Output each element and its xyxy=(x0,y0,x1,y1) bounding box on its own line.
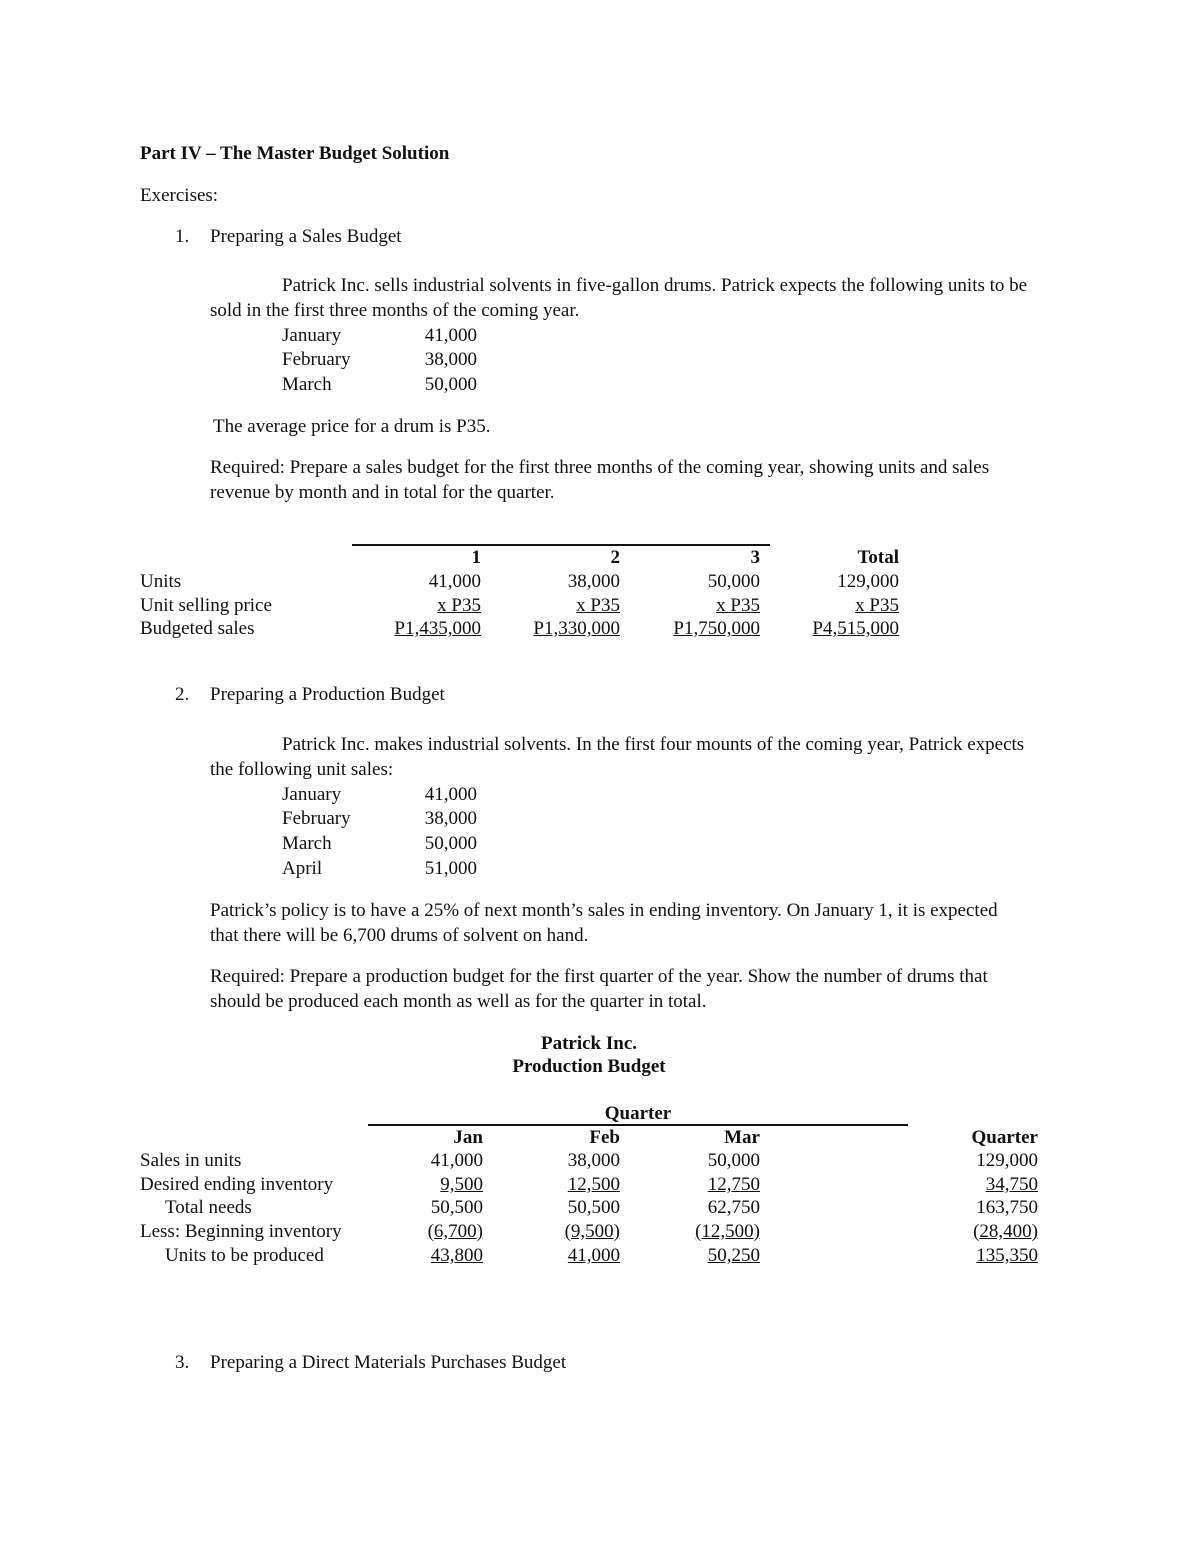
ex1-paragraph-line1: Patrick Inc. sells industrial solvents in five-gallon drums. Patrick expects the following units to be xyxy=(282,275,1028,296)
ex2-month-units: 38,000 xyxy=(424,808,477,829)
ex2-month-units: 51,000 xyxy=(424,858,477,879)
ex1-required-line1: Required: Prepare a sales budget for the first three months of the coming year, showing units and sales xyxy=(210,457,990,478)
production-cell: 12,500 xyxy=(567,1174,620,1195)
ex1-month-name: January xyxy=(282,325,342,346)
ex1-heading: Preparing a Sales Budget xyxy=(210,226,402,247)
ex2-required-line1: Required: Prepare a production budget for the first quarter of the year. Show the number of drums that xyxy=(210,966,988,987)
production-cell: 50,500 xyxy=(430,1197,483,1218)
exercises-label: Exercises: xyxy=(140,185,219,206)
production-cell: (28,400) xyxy=(973,1221,1038,1242)
production-cell: 62,750 xyxy=(707,1197,760,1218)
ex2-month-units: 50,000 xyxy=(424,833,477,854)
ex1-month-units: 38,000 xyxy=(424,349,477,370)
production-cell: 135,350 xyxy=(976,1245,1038,1266)
production-col-header: Feb xyxy=(589,1127,620,1148)
production-cell: (6,700) xyxy=(427,1221,483,1242)
production-row-label: Units to be produced xyxy=(165,1245,324,1266)
production-row-label: Less: Beginning inventory xyxy=(140,1221,342,1242)
ex2-policy-line1: Patrick’s policy is to have a 25% of next month’s sales in ending inventory. On January 1, it is expected xyxy=(210,900,998,921)
sales-col-header: 3 xyxy=(750,547,760,568)
production-row-label: Desired ending inventory xyxy=(140,1174,334,1195)
ex2-month-name: April xyxy=(282,858,323,879)
sales-col-header: Total xyxy=(857,547,899,568)
production-col-header: Jan xyxy=(453,1127,483,1148)
production-cell: 41,000 xyxy=(567,1245,620,1266)
production-cell: 50,500 xyxy=(567,1197,620,1218)
company-name: Patrick Inc. xyxy=(540,1033,638,1054)
production-row-label: Sales in units xyxy=(140,1150,242,1171)
sales-cell: x P35 xyxy=(716,595,760,616)
production-col-header: Mar xyxy=(724,1127,760,1148)
ex2-required-line2: should be produced each month as well as for the quarter in total. xyxy=(210,991,707,1012)
sales-col-header: 2 xyxy=(610,547,620,568)
production-cell: (12,500) xyxy=(695,1221,760,1242)
sales-cell: P4,515,000 xyxy=(812,618,899,639)
ex1-paragraph-line2: sold in the first three months of the coming year. xyxy=(210,300,580,321)
ex1-month-units: 50,000 xyxy=(424,374,477,395)
ex3-number: 3. xyxy=(175,1352,190,1373)
sales-cell: 129,000 xyxy=(837,571,899,592)
ex1-month-name: February xyxy=(282,349,351,370)
sales-cell: 41,000 xyxy=(428,571,481,592)
production-cell: 9,500 xyxy=(440,1174,483,1195)
production-row-label: Total needs xyxy=(165,1197,252,1218)
sales-row-label: Unit selling price xyxy=(140,595,272,616)
sales-cell: P1,330,000 xyxy=(533,618,620,639)
ex1-month-units: 41,000 xyxy=(424,325,477,346)
ex1-number: 1. xyxy=(175,226,190,247)
production-cell: (9,500) xyxy=(564,1221,620,1242)
ex1-price-note: The average price for a drum is P35. xyxy=(213,416,491,437)
sales-cell: P1,750,000 xyxy=(673,618,760,639)
ex1-required-line2: revenue by month and in total for the quarter. xyxy=(210,482,555,503)
production-cell: 43,800 xyxy=(430,1245,483,1266)
production-cell: 163,750 xyxy=(976,1197,1038,1218)
ex2-month-units: 41,000 xyxy=(424,784,477,805)
sales-cell: 50,000 xyxy=(707,571,760,592)
sales-row-label: Units xyxy=(140,571,182,592)
production-cell: 12,750 xyxy=(707,1174,760,1195)
production-cell: 38,000 xyxy=(567,1150,620,1171)
ex2-number: 2. xyxy=(175,684,190,705)
ex2-heading: Preparing a Production Budget xyxy=(210,684,445,705)
sales-row-label: Budgeted sales xyxy=(140,618,255,639)
ex2-month-name: January xyxy=(282,784,342,805)
quarter-group-header: Quarter xyxy=(604,1103,672,1124)
production-cell: 34,750 xyxy=(985,1174,1038,1195)
sales-cell: 38,000 xyxy=(567,571,620,592)
sales-cell: x P35 xyxy=(855,595,899,616)
production-cell: 50,000 xyxy=(707,1150,760,1171)
sales-cell: x P35 xyxy=(437,595,481,616)
page-title: Part IV – The Master Budget Solution xyxy=(140,143,450,164)
ex2-paragraph-line2: the following unit sales: xyxy=(210,759,394,780)
sales-cell: x P35 xyxy=(576,595,620,616)
ex2-policy-line2: that there will be 6,700 drums of solvent on hand. xyxy=(210,925,589,946)
ex1-month-name: March xyxy=(282,374,332,395)
ex2-month-name: February xyxy=(282,808,351,829)
ex2-month-name: March xyxy=(282,833,332,854)
ex2-paragraph-line1: Patrick Inc. makes industrial solvents. In the first four mounts of the coming year, Patrick expects xyxy=(282,734,1025,755)
production-cell: 50,250 xyxy=(707,1245,760,1266)
sales-cell: P1,435,000 xyxy=(394,618,481,639)
production-col-header: Quarter xyxy=(971,1127,1038,1148)
ex3-heading: Preparing a Direct Materials Purchases Budget xyxy=(210,1352,567,1373)
production-cell: 41,000 xyxy=(430,1150,483,1171)
production-cell: 129,000 xyxy=(976,1150,1038,1171)
budget-title: Production Budget xyxy=(512,1056,666,1077)
sales-col-header: 1 xyxy=(471,547,481,568)
